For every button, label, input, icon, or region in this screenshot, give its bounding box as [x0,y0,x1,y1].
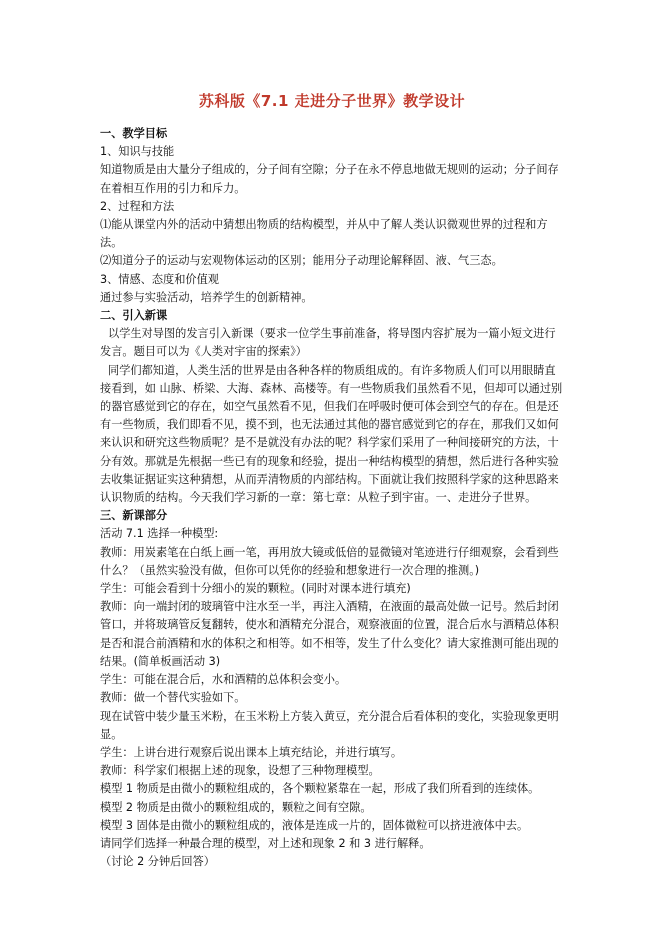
section-heading: 二、引入新课 [100,309,168,323]
paragraph-line: 3、情感、态度和价值观 [100,272,219,286]
paragraph-line: 通过参与实验活动，培养学生的创新精神。 [100,290,313,304]
paragraph-line: 教师：科学家们根据上述的现象，设想了三种物理模型。 [100,764,380,778]
paragraph-line: 学生：可能会看到十分细小的炭的颗粒。(同时对课本进行填充) [100,582,411,596]
paragraph-line: 教师：用炭素笔在白纸上画一笔，再用放大镜或低倍的显微镜对笔迹进行仔细观察，会看到些什么？（虽然实验没有做，但你可以凭你的经验和想象进行一次合理的推测。) [100,545,559,577]
document-title: 苏科版《7.1 走进分子世界》教学设计 [198,92,466,110]
paragraph-line: 模型 3 固体是由微小的颗粒组成的，液体是连成一片的，固体微粒可以挤进液体中去。 [100,818,529,832]
paragraph-line: 以学生对导图的发言引入新课（要求一位学生事前准备，将导图内容扩展为一篇小短文进行发言。题目可以为《人类对宇宙的探索》） [100,327,556,359]
paragraph-line: 请同学们选择一种最合理的模型，对上述和现象 2 和 3 进行解释。 [100,836,431,850]
section-heading: 三、新课部分 [100,509,168,523]
paragraph-line: 学生：可能在混合后，水和酒精的总体积会变小。 [100,673,347,687]
paragraph-line: 教师：向一端封闭的玻璃管中注水至一半，再注入酒精，在液面的最高处做一记号。然后封闭管口，并将玻璃管反复翻转，使水和酒精充分混合，观察液面的位置，混合后水与酒精总体积是否和混合前酒精和水的体积之和相等。如不相等，发生了什么变化？请大家推测可能出现的结果。(简单板画活动 3) [100,600,559,668]
document-page [100,86,564,871]
paragraph-line: 模型 1 物质是由微小的颗粒组成的，各个颗粒紧靠在一起，形成了我们所看到的连续体。 [100,782,540,796]
paragraph-line: 活动 7.1 选择一种模型: [100,527,219,541]
paragraph-line: 1、知识与技能 [100,145,175,159]
paragraph-line: ⑴能从课堂内外的活动中猜想出物质的结构模型，并从中了解人类认识微观世界的过程和方法。 [100,218,548,250]
paragraph-line: 知道物质是由大量分子组成的，分子间有空隙；分子在永不停息地做无规则的运动；分子间存在着相互作用的引力和斥力。 [100,163,559,195]
paragraph-line: （讨论 2 分钟后回答） [100,855,215,869]
paragraph-line: 学生：上讲台进行观察后说出课本上填充结论，并进行填写。 [100,745,403,759]
document-body [100,125,564,871]
paragraph-line: 同学们都知道，人类生活的世界是由各种各样的物质组成的。有许多物质人们可以用眼睛直接看到，如 山脉、桥梁、大海、森林、高楼等。有一些物质我们虽然看不见，但却可以通过别的器官感觉到它的存在，如空气虽然看不见，但我们在呼吸时便可体会到空气的存在。但是还有一些物质，我们即看不见，摸不到，也无法通过其他的器官感觉到它的存在，那我们又如何来认识和研究这些物质呢？是不是就没有办法的呢？科学家们采用了一种间接研究的方法，十分有效。那就是先根据一些已有的现象和经验，提出一种结构模型的猜想，然后进行各种实验去收集证据证实这种猜想，从而弄清物质的内部结构。下面就让我们按照科学家的这种思路来认识物质的结构。今天我们学习新的一章：第七章：从粒子到宇宙。一、走进分子世界。 [100,363,563,505]
paragraph-line: ⑵知道分子的运动与宏观物体运动的区别；能用分子动理论解释固、液、气三态。 [100,254,503,268]
paragraph-line: 模型 2 物质是由微小的颗粒组成的，颗粒之间有空隙。 [100,800,372,814]
paragraph-line: 现在试管中装少量玉米粉，在玉米粉上方装入黄豆，充分混合后看体积的变化，实验现象更明显。 [100,709,559,741]
paragraph-line: 教师：做一个替代实验如下。 [100,691,246,705]
paragraph-line: 2、过程和方法 [100,199,175,213]
section-heading: 一、教学目标 [100,127,168,140]
